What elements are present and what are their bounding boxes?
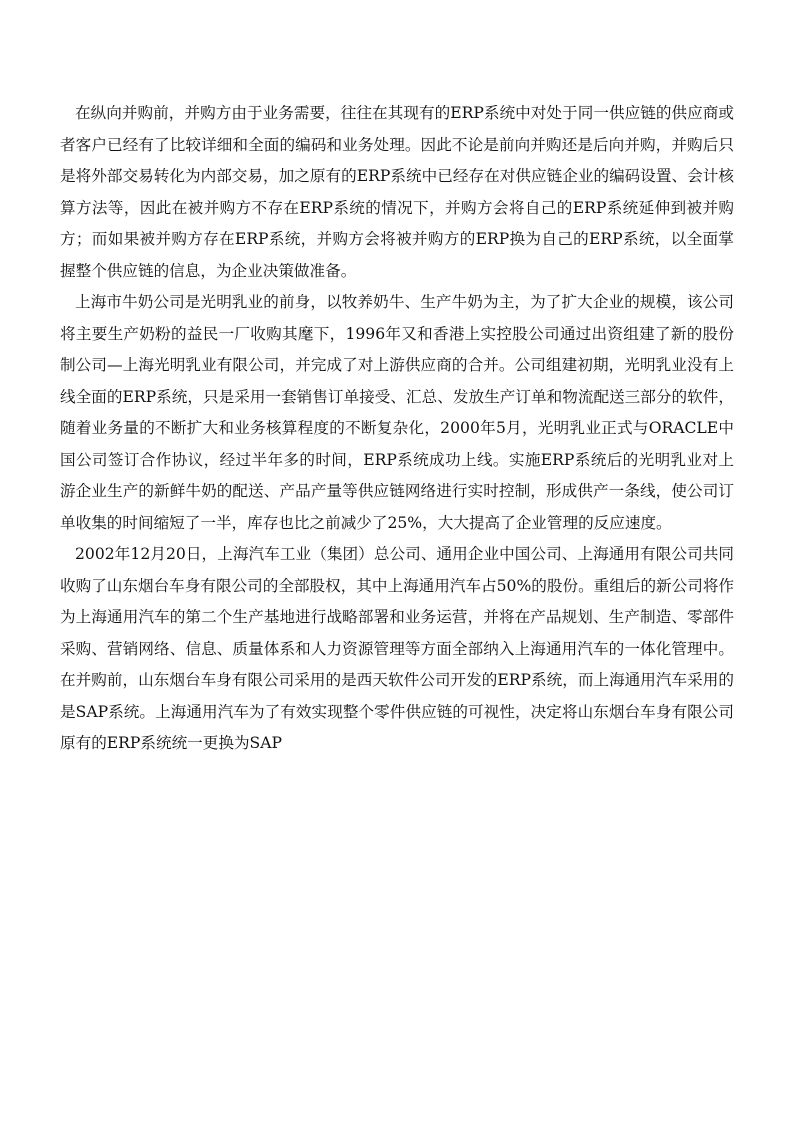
paragraph-vertical-merger: 在纵向并购前，并购方由于业务需要，往往在其现有的ERP系统中对处于同一供应链的供应商或者客户已经有了比较详细和全面的编码和业务处理。因此不论是前向并购还是后向并购，并购后只是将外部交易转化为内部交易，加之原有的ERP系统中已经存在对供应链企业的编码设置、会计核算方法等，因此在被并购方不存在ERP系统的情况下，并购方会将自己的ERP系统延伸到被并购方；而如果被并购方存在ERP系统，并购方会将被并购方的ERP换为自己的ERP系统，以全面掌握整个供应链的信息，为企业决策做准备。 bbox=[60, 104, 734, 280]
document-body bbox=[60, 98, 734, 760]
paragraph-bright-dairy: 上海市牛奶公司是光明乳业的前身，以牧养奶牛、生产牛奶为主，为了扩大企业的规模，该公司将主要生产奶粉的益民一厂收购其麾下，1996年又和香港上实控股公司通过出资组建了新的股份制公司—上海光明乳业有限公司，并完成了对上游供应商的合并。公司组建初期，光明乳业没有上线全面的ERP系统，只是采用一套销售订单接受、汇总、发放生产订单和物流配送三部分的软件，随着业务量的不断扩大和业务核算程度的不断复杂化，2000年5月，光明乳业正式与ORACLE中国公司签订合作协议，经过半年多的时间，ERP系统成功上线。实施ERP系统后的光明乳业对上游企业生产的新鲜牛奶的配送、产品产量等供应链网络进行实时控制，形成供产一条线，使公司订单收集的时间缩短了一半，库存也比之前减少了25%，大大提高了企业管理的反应速度。 bbox=[60, 293, 734, 532]
paragraph-shanghai-gm: 2002年12月20日，上海汽车工业（集团）总公司、通用企业中国公司、上海通用有限公司共同收购了山东烟台车身有限公司的全部股权，其中上海通用汽车占50%的股份。重组后的新公司将作为上海通用汽车的第二个生产基地进行战略部署和业务运营，并将在产品规划、生产制造、零部件采购、营销网络、信息、质量体系和人力资源管理等方面全部纳入上海通用汽车的一体化管理中。在并购前，山东烟台车身有限公司采用的是西天软件公司开发的ERP系统，而上海通用汽车采用的是SAP系统。上海通用汽车为了有效实现整个零件供应链的可视性，决定将山东烟台车身有限公司原有的ERP系统统一更换为SAP bbox=[60, 545, 735, 752]
